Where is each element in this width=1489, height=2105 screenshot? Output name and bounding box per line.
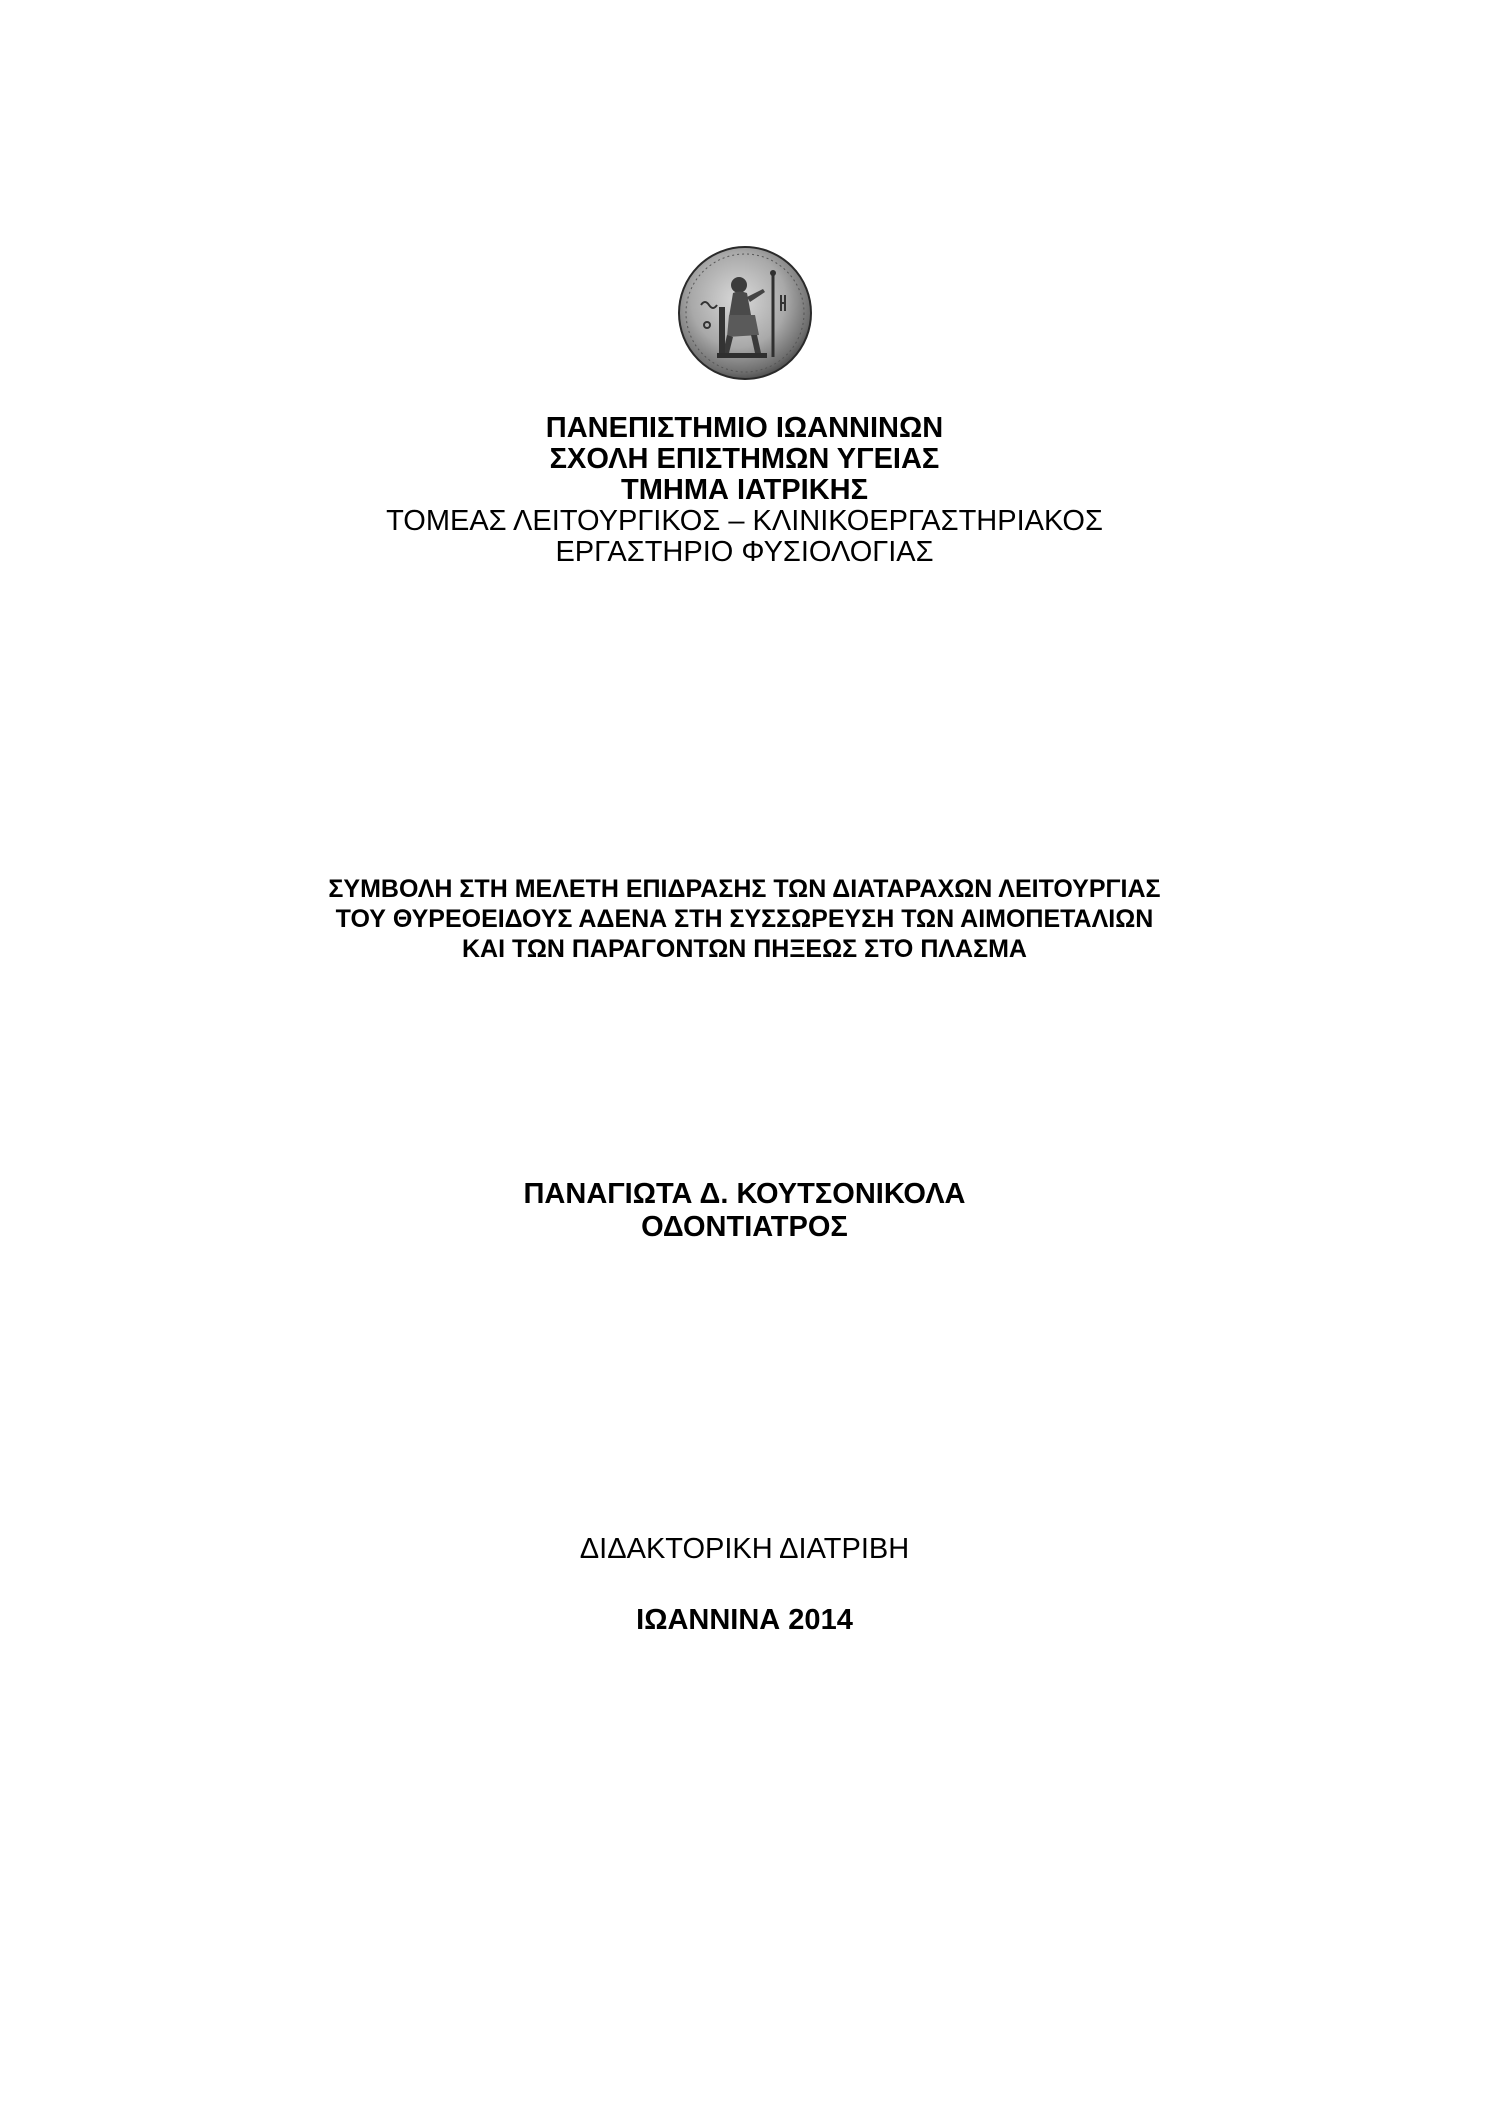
school-name: ΣΧΟΛΗ ΕΠΙΣΤΗΜΩΝ ΥΓΕΙΑΣ bbox=[549, 443, 940, 475]
document-type bbox=[0, 1533, 1489, 1566]
author-profession: ΟΔΟΝΤΙΑΤΡΟΣ bbox=[641, 1211, 848, 1243]
sector-name: ΤΟΜΕΑΣ ΛΕΙΤΟΥΡΓΙΚΟΣ – ΚΛΙΝΙΚΟΕΡΓΑΣΤΗΡΙΑΚΟΣ bbox=[386, 505, 1103, 537]
document-type-label: ΔΙΔΑΚΤΟΡΙΚΗ ΔΙΑΤΡΙΒΗ bbox=[579, 1533, 910, 1565]
thesis-title bbox=[0, 874, 1489, 964]
department-name: ΤΜΗΜΑ ΙΑΤΡΙΚΗΣ bbox=[621, 474, 868, 506]
institution-block bbox=[0, 413, 1489, 568]
place-year-label: ΙΩΑΝΝΙΝΑ 2014 bbox=[636, 1604, 853, 1636]
author-name: ΠΑΝΑΓΙΩΤΑ Δ. ΚΟΥΤΣΟΝΙΚΟΛΑ bbox=[523, 1178, 966, 1210]
laboratory-name: ΕΡΓΑΣΤΗΡΙΟ ΦΥΣΙΟΛΟΓΙΑΣ bbox=[555, 536, 934, 568]
thesis-title-line: ΚΑΙ ΤΩΝ ΠΑΡΑΓΟΝΤΩΝ ΠΗΞΕΩΣ ΣΤΟ ΠΛΑΣΜΑ bbox=[462, 935, 1027, 963]
author-block bbox=[0, 1178, 1489, 1244]
university-coin-seal-icon bbox=[677, 245, 813, 381]
thesis-title-line: ΣΥΜΒΟΛΗ ΣΤΗ ΜΕΛΕΤΗ ΕΠΙΔΡΑΣΗΣ ΤΩΝ ΔΙΑΤΑΡΑΧΩΝ ΛΕΙΤΟΥΡΓΙΑΣ bbox=[328, 875, 1161, 903]
university-name: ΠΑΝΕΠΙΣΤΗΜΙΟ ΙΩΑΝΝΙΝΩΝ bbox=[545, 412, 944, 444]
thesis-title-line: ΤΟΥ ΘΥΡΕΟΕΙΔΟΥΣ ΑΔΕΝΑ ΣΤΗ ΣΥΣΣΩΡΕΥΣΗ ΤΩΝ ΑΙΜΟΠΕΤΑΛΙΩΝ bbox=[335, 905, 1154, 933]
place-year bbox=[0, 1604, 1489, 1637]
